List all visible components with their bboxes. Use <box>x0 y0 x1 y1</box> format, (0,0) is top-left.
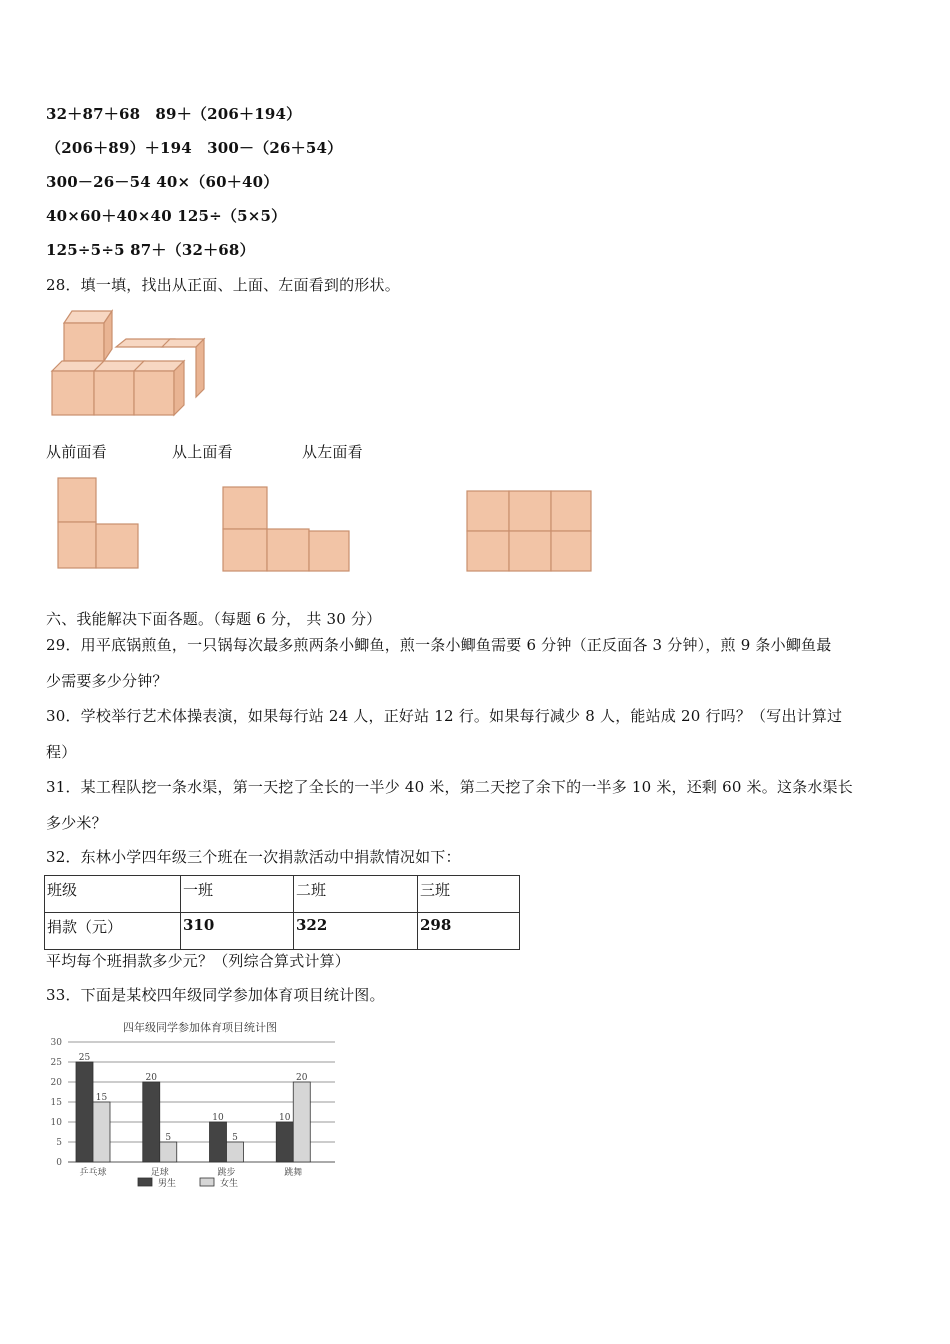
q28-text: 28．填一填，找出从正面、上面、左面看到的形状。 <box>46 276 400 294</box>
donation-table <box>44 875 520 950</box>
calc-line-5: 125÷5÷5 87＋（32＋68） <box>46 241 255 259</box>
view-label-top: 从上面看 <box>172 443 233 461</box>
chart-title: 四年级同学参加体育项目统计图 <box>123 1021 277 1034</box>
table-cell: 二班 <box>294 876 418 913</box>
bar-boys <box>276 1122 293 1162</box>
table-cell: 三班 <box>418 876 520 913</box>
q31-line-2: 多少米？ <box>46 814 107 832</box>
view-label-left: 从左面看 <box>302 443 363 461</box>
y-tick-label: 0 <box>56 1158 62 1168</box>
q32-question: 平均每个班捐款多少元？（列综合算式计算） <box>46 952 351 970</box>
bar-girls <box>160 1142 177 1162</box>
bar-value-label: 20 <box>145 1073 157 1083</box>
q30-line-2: 程） <box>46 743 77 761</box>
table-cell: 班级 <box>45 876 181 913</box>
table-cell: 298 <box>418 913 520 950</box>
y-tick-label: 25 <box>50 1058 62 1068</box>
x-category-label: 足球 <box>150 1168 169 1178</box>
q29-line-1: 29．用平底锅煎鱼，一只锅每次最多煎两条小鲫鱼，煎一条小鲫鱼需要 6 分钟（正反面各 3 分钟），煎 9 条小鲫鱼最 <box>46 636 832 654</box>
legend-swatch <box>138 1178 152 1186</box>
bar-girls <box>227 1142 244 1162</box>
calc-line-3: 300－26－54 40×（60＋40） <box>46 173 279 191</box>
bar-value-label: 10 <box>279 1113 291 1123</box>
calc-line-1: 32＋87＋68 89＋（206＋194） <box>46 105 302 123</box>
view-label-front: 从前面看 <box>46 443 107 461</box>
legend-swatch <box>200 1178 214 1186</box>
table-cell: 一班 <box>181 876 294 913</box>
y-tick-label: 5 <box>56 1138 62 1148</box>
bar-value-label: 10 <box>212 1113 224 1123</box>
table-cell: 310 <box>181 913 294 950</box>
y-tick-label: 15 <box>50 1098 62 1108</box>
cube-stack-illustration <box>46 305 211 420</box>
q31-line-1: 31．某工程队挖一条水渠，第一天挖了全长的一半少 40 米，第二天挖了余下的一半多 10 米，还剩 60 米。这条水渠长 <box>46 778 853 796</box>
calc-line-4: 40×60＋40×40 125÷（5×5） <box>46 207 287 225</box>
q33-text: 33．下面是某校四年级同学参加体育项目统计图。 <box>46 986 385 1004</box>
left-view-shape <box>464 488 596 576</box>
top-view-shape <box>220 484 354 576</box>
table-row <box>45 913 520 950</box>
bar-girls <box>93 1102 110 1162</box>
chart-svg <box>40 1015 340 1200</box>
table-cell: 322 <box>294 913 418 950</box>
sports-bar-chart <box>40 1015 340 1204</box>
bar-boys <box>76 1062 93 1162</box>
y-tick-label: 20 <box>50 1078 62 1088</box>
table-row <box>45 876 520 913</box>
calc-line-2: （206＋89）＋194 300－（26＋54） <box>46 139 343 157</box>
bar-value-label: 15 <box>95 1093 108 1103</box>
bar-girls <box>293 1082 310 1162</box>
legend-label: 女生 <box>220 1179 239 1189</box>
bar-value-label: 5 <box>232 1133 238 1143</box>
bar-value-label: 5 <box>165 1133 172 1143</box>
y-tick-label: 10 <box>50 1118 62 1128</box>
bar-value-label: 20 <box>296 1073 308 1083</box>
table-cell: 捐款（元） <box>45 913 181 950</box>
q30-line-1: 30．学校举行艺术体操表演，如果每行站 24 人，正好站 12 行。如果每行减少 8 人，能站成 20 行吗？（写出计算过 <box>46 707 843 725</box>
x-category-label: 跳步 <box>217 1168 236 1178</box>
q32-text: 32．东林小学四年级三个班在一次捐款活动中捐款情况如下： <box>46 848 461 866</box>
x-category-label: 跳舞 <box>284 1168 303 1178</box>
section-6-heading: 六、我能解决下面各题。（每题 6 分， 共 30 分） <box>46 610 382 628</box>
bar-boys <box>210 1122 227 1162</box>
q29-line-2: 少需要多少分钟？ <box>46 672 168 690</box>
y-tick-label: 30 <box>50 1038 62 1048</box>
bar-boys <box>143 1082 160 1162</box>
x-category-label: 乒乓球 <box>79 1168 107 1178</box>
front-view-shape <box>54 476 144 572</box>
legend-label: 男生 <box>158 1179 177 1189</box>
bar-value-label: 25 <box>78 1053 91 1063</box>
